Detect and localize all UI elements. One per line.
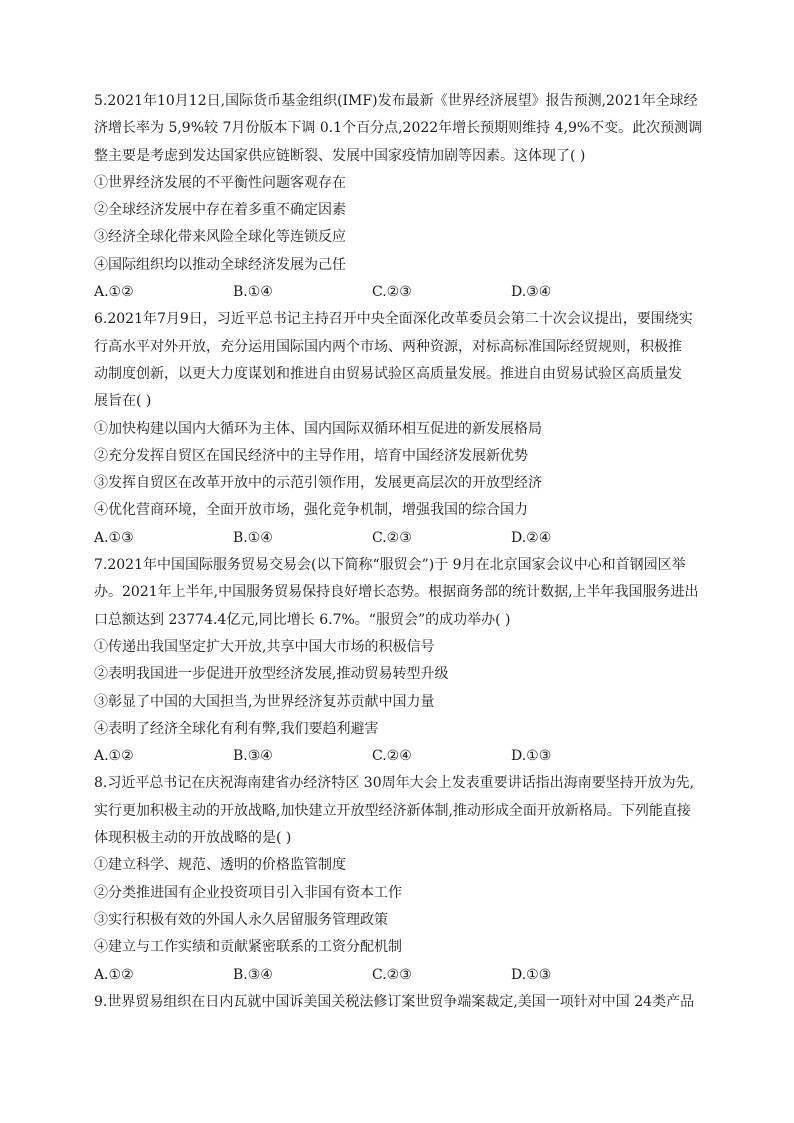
statement-option: ②表明我国进一步促进开放型经济发展,推动贸易转型升级	[94, 666, 449, 683]
answer-choice-b: B.③④	[233, 966, 273, 983]
answer-choice-a: A.①③	[94, 529, 134, 546]
statement-option: ④建立与工作实绩和贡献紧密联系的工资分配机制	[94, 939, 402, 956]
answer-choice-c: C.②④	[372, 748, 412, 765]
question-stem-line: 济增长率为 5,9%较 7月份版本下调 0.1个百分点,2022年增长预期则维持 4,9%不变。此次预测调	[94, 120, 703, 137]
question-9	[94, 989, 706, 1016]
answer-choice-a: A.①②	[94, 284, 134, 301]
question-5	[94, 88, 706, 306]
statement-option: ④表明了经济全球化有利有弊,我们要趋利避害	[94, 720, 379, 737]
answer-choice-b: B.①④	[233, 529, 273, 546]
answer-choices	[94, 743, 706, 770]
question-6	[94, 306, 706, 552]
statement-option: ③经济全球化带来风险全球化等连锁反应	[94, 229, 346, 246]
answer-choice-d: D.①③	[511, 966, 552, 983]
question-stem-line: 动制度创新，以更大力度谋划和推进自由贸易试验区高质量发展。推进自由贸易试验区高质量发	[94, 365, 682, 382]
question-stem-line: 7.2021年中国国际服务贸易交易会(以下简称“服贸会”)于 9月在北京国家会议中心和首钢园区举	[94, 557, 686, 574]
statement-option: ①传递出我国坚定扩大开放,共享中国大市场的积极信号	[94, 638, 435, 655]
question-stem-line: 实行更加积极主动的开放战略,加快建立开放型经济新体制,推动形成全面开放新格局。下列能直接	[94, 802, 691, 819]
question-7	[94, 552, 706, 770]
answer-choice-d: D.①③	[511, 748, 552, 765]
answer-choice-d: D.②④	[511, 529, 552, 546]
statement-option: ①加快构建以国内大循环为主体、国内国际双循环相互促进的新发展格局	[94, 420, 542, 437]
question-stem-line: 行高水平对外开放，充分运用国际国内两个市场、两种资源，对标高标准国际经贸规则，积极推	[94, 338, 682, 355]
question-stem-line: 5.2021年10月12日,国际货币基金组织(IMF)发布最新《世界经济展望》报告预测,2021年全球经	[94, 93, 698, 109]
statement-option: ②全球经济发展中存在着多重不确定因素	[94, 202, 346, 219]
statement-option: ④优化营商环境，全面开放市场，强化竞争机制，增强我国的综合国力	[94, 502, 528, 519]
question-stem-line: 展旨在( )	[94, 393, 152, 410]
answer-choice-c: C.②③	[372, 529, 412, 546]
answer-choice-b: B.①④	[233, 284, 273, 301]
question-8	[94, 770, 706, 988]
question-stem-line: 办。2021年上半年,中国服务贸易保持良好增长态势。根据商务部的统计数据,上半年我国服务进出	[94, 584, 699, 601]
answer-choices	[94, 525, 706, 552]
question-stem-line: 9.世界贸易组织在日内瓦就中国诉美国关税法修订案世贸争端案裁定,美国一项针对中国 24类产品	[94, 993, 695, 1010]
question-stem-line: 6.2021年7月9日，习近平总书记主持召开中央全面深化改革委员会第二十次会议提出，要围绕实	[94, 311, 693, 328]
answer-choices	[94, 962, 706, 989]
statement-option: ①建立科学、规范、透明的价格监管制度	[94, 857, 346, 874]
statement-option: ①世界经济发展的不平衡性问题客观存在	[94, 174, 346, 191]
statement-option: ②分类推进国有企业投资项目引入非国有资本工作	[94, 884, 402, 901]
answer-choices	[94, 279, 706, 306]
exam-page	[94, 88, 706, 1016]
answer-choice-d: D.③④	[511, 284, 552, 301]
question-stem-line: 口总额达到 23774.4亿元,同比增长 6.7%。“服贸会”的成功举办( )	[94, 611, 511, 628]
answer-choice-a: A.①②	[94, 966, 134, 983]
statement-option: ③实行积极有效的外国人永久居留服务管理政策	[94, 911, 388, 928]
question-stem-line: 8.习近平总书记在庆祝海南建省办经济特区 30周年大会上发表重要讲话指出海南要坚持开放为先,	[94, 775, 695, 792]
question-stem-line: 整主要是考虑到发达国家供应链断裂、发展中国家疫情加剧等因素。这体现了( )	[94, 147, 586, 164]
statement-option: ③发挥自贸区在改革开放中的示范引领作用，发展更高层次的开放型经济	[94, 475, 542, 492]
statement-option: ④国际组织均以推动全球经济发展为己任	[94, 256, 346, 273]
question-stem-line: 体现积极主动的开放战略的是( )	[94, 830, 292, 847]
statement-option: ②充分发挥自贸区在国民经济中的主导作用，培育中国经济发展新优势	[94, 447, 528, 464]
answer-choice-c: C.②③	[372, 284, 412, 301]
answer-choice-a: A.①②	[94, 748, 134, 765]
answer-choice-c: C.②③	[372, 966, 412, 983]
answer-choice-b: B.③④	[233, 748, 273, 765]
statement-option: ③彰显了中国的大国担当,为世界经济复苏贡献中国力量	[94, 693, 435, 710]
